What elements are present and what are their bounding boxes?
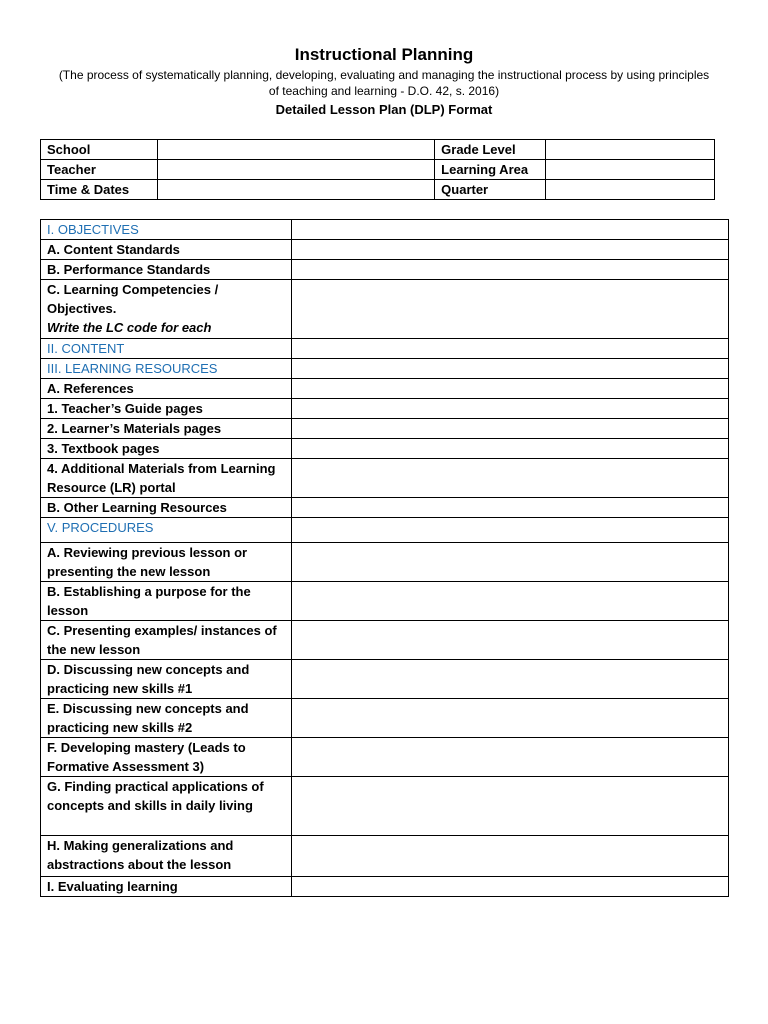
- format-title: Detailed Lesson Plan (DLP) Format: [275, 102, 493, 117]
- table-row: [41, 260, 729, 280]
- learning-area-label: Learning Area: [435, 160, 546, 180]
- quarter-field[interactable]: [546, 180, 715, 200]
- table-row: [41, 498, 729, 518]
- proc-a-label: A. Reviewing previous lesson or presenting the new lesson: [41, 543, 292, 582]
- table-row: [41, 359, 729, 379]
- info-row-school: [41, 140, 715, 160]
- teachers-guide-field[interactable]: [291, 399, 728, 419]
- performance-standards-label: B. Performance Standards: [41, 260, 292, 280]
- info-table: [40, 139, 715, 200]
- performance-standards-field[interactable]: [291, 260, 728, 280]
- proc-g-label: G. Finding practical applications of concepts and skills in daily living: [41, 777, 292, 836]
- table-row: [41, 543, 729, 582]
- proc-c-label: C. Presenting examples/ instances of the new lesson: [41, 621, 292, 660]
- content-standards-field[interactable]: [291, 240, 728, 260]
- quarter-label: Quarter: [435, 180, 546, 200]
- table-row: [41, 699, 729, 738]
- objectives-field[interactable]: [291, 220, 728, 240]
- content-heading: II. CONTENT: [41, 339, 292, 359]
- learning-resources-field[interactable]: [291, 359, 728, 379]
- proc-i-label: I. Evaluating learning: [41, 877, 292, 897]
- table-row: [41, 621, 729, 660]
- table-row: [41, 777, 729, 836]
- learning-resources-heading: III. LEARNING RESOURCES: [41, 359, 292, 379]
- table-row: [41, 738, 729, 777]
- table-row: [41, 518, 729, 543]
- table-row: [41, 240, 729, 260]
- proc-d-field[interactable]: [291, 660, 728, 699]
- proc-g-field[interactable]: [291, 777, 728, 836]
- table-row: [41, 582, 729, 621]
- table-row: [41, 439, 729, 459]
- proc-d-label: D. Discussing new concepts and practicing new skills #1: [41, 660, 292, 699]
- table-row: [41, 836, 729, 877]
- procedures-heading: V. PROCEDURES: [41, 518, 292, 543]
- grade-level-label: Grade Level: [435, 140, 546, 160]
- teacher-label: Teacher: [41, 160, 158, 180]
- proc-c-field[interactable]: [291, 621, 728, 660]
- proc-e-field[interactable]: [291, 699, 728, 738]
- references-field[interactable]: [291, 379, 728, 399]
- table-row: [41, 877, 729, 897]
- textbook-pages-field[interactable]: [291, 439, 728, 459]
- grade-level-field[interactable]: [546, 140, 715, 160]
- additional-materials-field[interactable]: [291, 459, 728, 498]
- proc-f-field[interactable]: [291, 738, 728, 777]
- table-row: [41, 220, 729, 240]
- learning-competencies-field[interactable]: [291, 280, 728, 339]
- table-row: [41, 339, 729, 359]
- teacher-field[interactable]: [158, 160, 435, 180]
- info-row-teacher: [41, 160, 715, 180]
- additional-materials-label: 4. Additional Materials from Learning Resource (LR) portal: [41, 459, 292, 498]
- learners-materials-field[interactable]: [291, 419, 728, 439]
- info-row-time: [41, 180, 715, 200]
- proc-e-label: E. Discussing new concepts and practicing new skills #2: [41, 699, 292, 738]
- table-row: [41, 399, 729, 419]
- textbook-pages-label: 3. Textbook pages: [41, 439, 292, 459]
- proc-b-field[interactable]: [291, 582, 728, 621]
- table-row: [41, 379, 729, 399]
- time-dates-label: Time & Dates: [41, 180, 158, 200]
- school-field[interactable]: [158, 140, 435, 160]
- lc-code-note: Write the LC code for each: [47, 320, 212, 335]
- proc-f-label: F. Developing mastery (Leads to Formative Assessment 3): [41, 738, 292, 777]
- other-resources-field[interactable]: [291, 498, 728, 518]
- learning-area-field[interactable]: [546, 160, 715, 180]
- proc-a-field[interactable]: [291, 543, 728, 582]
- school-label: School: [41, 140, 158, 160]
- table-row: [41, 660, 729, 699]
- content-standards-label: A. Content Standards: [41, 240, 292, 260]
- time-dates-field[interactable]: [158, 180, 435, 200]
- page-subtitle: (The process of systematically planning, developing, evaluating and managing the instructional process by using principles of teaching and learning - D.O. 42, s. 2016): [58, 68, 710, 98]
- content-field[interactable]: [291, 339, 728, 359]
- learners-materials-label: 2. Learner’s Materials pages: [41, 419, 292, 439]
- table-row: [41, 459, 729, 498]
- proc-h-field[interactable]: [291, 836, 728, 877]
- references-label: A. References: [41, 379, 292, 399]
- other-resources-label: B. Other Learning Resources: [41, 498, 292, 518]
- teachers-guide-label: 1. Teacher’s Guide pages: [41, 399, 292, 419]
- learning-competencies-cell: [41, 280, 292, 339]
- dlp-table: [40, 219, 729, 897]
- table-row: [41, 419, 729, 439]
- proc-i-field[interactable]: [291, 877, 728, 897]
- page-title: Instructional Planning: [294, 45, 474, 64]
- proc-h-label: H. Making generalizations and abstractions about the lesson: [41, 836, 292, 877]
- objectives-heading: I. OBJECTIVES: [41, 220, 292, 240]
- table-row: [41, 280, 729, 339]
- learning-competencies-label: C. Learning Competencies / Objectives.: [47, 282, 219, 316]
- proc-b-label: B. Establishing a purpose for the lesson: [41, 582, 292, 621]
- procedures-field[interactable]: [291, 518, 728, 543]
